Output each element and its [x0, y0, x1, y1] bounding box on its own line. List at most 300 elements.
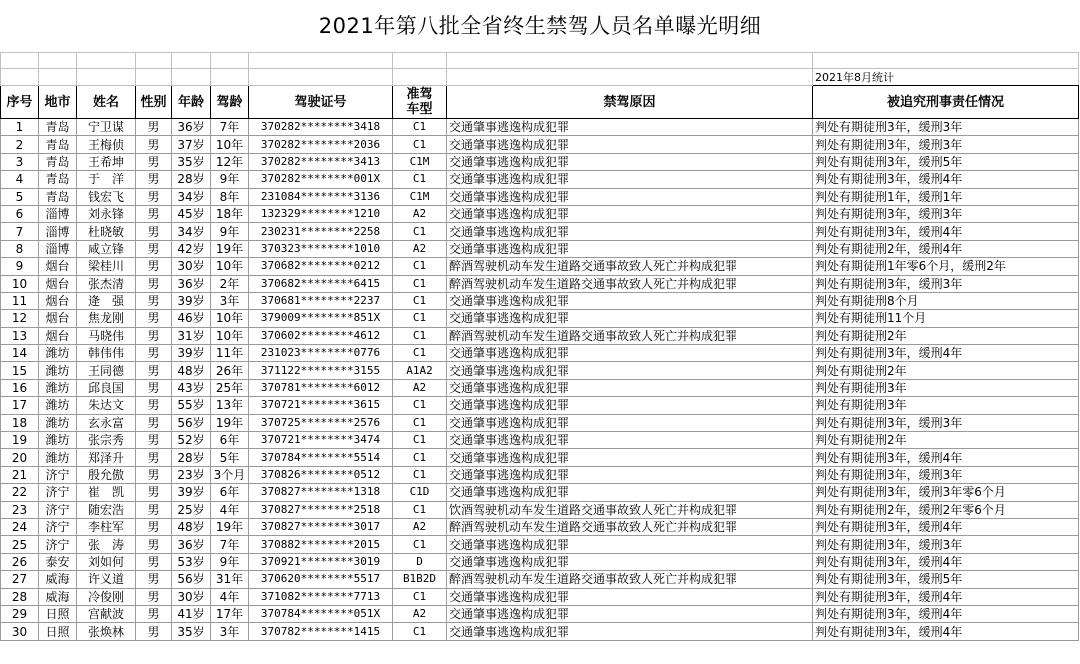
table-row [1, 397, 1079, 414]
cell-age: 28岁 [172, 449, 211, 466]
cell-license-number: 231084********3136 [249, 188, 393, 205]
cell-name: 随宏浩 [77, 501, 136, 518]
cell-driving-years: 7年 [211, 119, 249, 136]
table-row [1, 605, 1079, 622]
table-row [1, 310, 1079, 327]
table-row [1, 223, 1079, 240]
cell-license-number: 371082********7713 [249, 588, 393, 605]
table-row [1, 414, 1079, 431]
blank-row [1, 53, 1079, 69]
cell-driving-years: 3年 [211, 292, 249, 309]
cell-city: 青岛 [39, 119, 77, 136]
cell-index: 16 [1, 379, 39, 396]
cell-ban-reason: 交通肇事逃逸构成犯罪 [447, 205, 813, 222]
cell-name: 张杰清 [77, 275, 136, 292]
cell-license-class: A2 [393, 379, 447, 396]
cell-gender: 男 [136, 240, 172, 257]
cell-gender: 男 [136, 345, 172, 362]
cell-city: 烟台 [39, 292, 77, 309]
header-ban-reason: 禁驾原因 [447, 86, 813, 119]
cell-driving-years: 19年 [211, 240, 249, 257]
cell-driving-years: 9年 [211, 553, 249, 570]
cell-gender: 男 [136, 518, 172, 535]
cell-name: 马晓伟 [77, 327, 136, 344]
cell-license-class: C1D [393, 484, 447, 501]
cell-driving-years: 18年 [211, 205, 249, 222]
cell-city: 烟台 [39, 275, 77, 292]
cell-city: 潍坊 [39, 449, 77, 466]
cell-age: 36岁 [172, 536, 211, 553]
cell-ban-reason: 交通肇事逃逸构成犯罪 [447, 605, 813, 622]
cell-age: 48岁 [172, 362, 211, 379]
cell-license-number: 370827********2518 [249, 501, 393, 518]
cell-license-number: 231023********0776 [249, 345, 393, 362]
cell-name: 刘永锋 [77, 205, 136, 222]
cell-name: 崔 凯 [77, 484, 136, 501]
stat-note: 2021年8月统计 [813, 69, 1079, 86]
cell-driving-years: 19年 [211, 414, 249, 431]
cell-name: 李柱军 [77, 518, 136, 535]
cell-age: 55岁 [172, 397, 211, 414]
cell-gender: 男 [136, 275, 172, 292]
cell-index: 12 [1, 310, 39, 327]
cell-license-class: C1 [393, 258, 447, 275]
cell-license-number: 370826********0512 [249, 466, 393, 483]
cell-license-number: 230231********2258 [249, 223, 393, 240]
cell-license-class: A2 [393, 240, 447, 257]
cell-index: 28 [1, 588, 39, 605]
header-index: 序号 [1, 86, 39, 119]
cell-driving-years: 3年 [211, 623, 249, 640]
cell-index: 30 [1, 623, 39, 640]
cell-criminal-liability: 判处有期徒刑1年，缓刑1年 [813, 188, 1079, 205]
cell-name: 梁桂川 [77, 258, 136, 275]
cell-license-class: C1 [393, 501, 447, 518]
cell-name: 殷允傲 [77, 466, 136, 483]
cell-name: 焦龙刚 [77, 310, 136, 327]
cell-license-number: 370784********051X [249, 605, 393, 622]
cell-ban-reason: 交通肇事逃逸构成犯罪 [447, 119, 813, 136]
cell-age: 43岁 [172, 379, 211, 396]
cell-index: 26 [1, 553, 39, 570]
cell-city: 青岛 [39, 188, 77, 205]
cell-age: 48岁 [172, 518, 211, 535]
cell-index: 9 [1, 258, 39, 275]
cell-license-class: B1B2D [393, 571, 447, 588]
cell-license-class: A1A2 [393, 362, 447, 379]
cell-name: 逄 强 [77, 292, 136, 309]
cell-name: 宁卫谋 [77, 119, 136, 136]
cell-city: 潍坊 [39, 432, 77, 449]
cell-gender: 男 [136, 588, 172, 605]
cell-name: 郑泽升 [77, 449, 136, 466]
cell-criminal-liability: 判处有期徒刑3年 [813, 379, 1079, 396]
cell-gender: 男 [136, 188, 172, 205]
table-row [1, 240, 1079, 257]
cell-city: 潍坊 [39, 379, 77, 396]
cell-criminal-liability: 判处有期徒刑2年，缓刑2年零6个月 [813, 501, 1079, 518]
cell-age: 37岁 [172, 136, 211, 153]
cell-license-number: 370282********3413 [249, 153, 393, 170]
cell-gender: 男 [136, 397, 172, 414]
cell-license-class: C1M [393, 153, 447, 170]
cell-driving-years: 10年 [211, 258, 249, 275]
cell-ban-reason: 交通肇事逃逸构成犯罪 [447, 136, 813, 153]
cell-license-number: 370782********1415 [249, 623, 393, 640]
cell-gender: 男 [136, 553, 172, 570]
cell-criminal-liability: 判处有期徒刑3年，缓刑5年 [813, 153, 1079, 170]
cell-index: 24 [1, 518, 39, 535]
table-row [1, 553, 1079, 570]
cell-gender: 男 [136, 623, 172, 640]
table-row [1, 484, 1079, 501]
table-row [1, 136, 1079, 153]
cell-name: 朱达文 [77, 397, 136, 414]
cell-driving-years: 6年 [211, 484, 249, 501]
cell-ban-reason: 醉酒驾驶机动车发生道路交通事故致人死亡并构成犯罪 [447, 518, 813, 535]
cell-gender: 男 [136, 605, 172, 622]
cell-ban-reason: 交通肇事逃逸构成犯罪 [447, 310, 813, 327]
cell-criminal-liability: 判处有期徒刑3年，缓刑4年 [813, 171, 1079, 188]
cell-criminal-liability: 判处有期徒刑3年 [813, 397, 1079, 414]
cell-ban-reason: 交通肇事逃逸构成犯罪 [447, 362, 813, 379]
cell-ban-reason: 交通肇事逃逸构成犯罪 [447, 223, 813, 240]
cell-age: 56岁 [172, 414, 211, 431]
cell-license-number: 371122********3155 [249, 362, 393, 379]
cell-license-class: C1 [393, 275, 447, 292]
cell-ban-reason: 交通肇事逃逸构成犯罪 [447, 466, 813, 483]
cell-city: 烟台 [39, 327, 77, 344]
cell-license-number: 370721********3615 [249, 397, 393, 414]
cell-ban-reason: 交通肇事逃逸构成犯罪 [447, 553, 813, 570]
table-row [1, 518, 1079, 535]
table-row [1, 171, 1079, 188]
cell-gender: 男 [136, 136, 172, 153]
cell-index: 18 [1, 414, 39, 431]
cell-criminal-liability: 判处有期徒刑3年，缓刑4年 [813, 588, 1079, 605]
cell-gender: 男 [136, 449, 172, 466]
cell-license-number: 370882********2015 [249, 536, 393, 553]
cell-index: 2 [1, 136, 39, 153]
table-row [1, 362, 1079, 379]
cell-ban-reason: 醉酒驾驶机动车发生道路交通事故致人死亡并构成犯罪 [447, 258, 813, 275]
cell-ban-reason: 交通肇事逃逸构成犯罪 [447, 171, 813, 188]
cell-gender: 男 [136, 258, 172, 275]
cell-gender: 男 [136, 171, 172, 188]
cell-age: 42岁 [172, 240, 211, 257]
cell-driving-years: 4年 [211, 588, 249, 605]
cell-age: 34岁 [172, 223, 211, 240]
cell-name: 刘如何 [77, 553, 136, 570]
cell-license-class: C1 [393, 449, 447, 466]
cell-license-class: A2 [393, 605, 447, 622]
cell-driving-years: 6年 [211, 432, 249, 449]
cell-license-class: C1 [393, 292, 447, 309]
cell-age: 39岁 [172, 292, 211, 309]
cell-gender: 男 [136, 501, 172, 518]
table-row [1, 327, 1079, 344]
table-row [1, 449, 1079, 466]
cell-gender: 男 [136, 432, 172, 449]
cell-age: 56岁 [172, 571, 211, 588]
cell-name: 玄永富 [77, 414, 136, 431]
header-row [1, 86, 1079, 119]
cell-license-class: C1 [393, 171, 447, 188]
cell-gender: 男 [136, 362, 172, 379]
cell-driving-years: 17年 [211, 605, 249, 622]
stat-note-row [1, 69, 1079, 86]
cell-license-class: A2 [393, 518, 447, 535]
header-criminal-liability: 被追究刑事责任情况 [813, 86, 1079, 119]
table-row [1, 501, 1079, 518]
cell-ban-reason: 交通肇事逃逸构成犯罪 [447, 414, 813, 431]
cell-ban-reason: 交通肇事逃逸构成犯罪 [447, 188, 813, 205]
cell-license-class: C1 [393, 310, 447, 327]
cell-gender: 男 [136, 292, 172, 309]
cell-license-class: C1 [393, 136, 447, 153]
cell-gender: 男 [136, 153, 172, 170]
cell-name: 钱宏飞 [77, 188, 136, 205]
cell-age: 34岁 [172, 188, 211, 205]
cell-city: 青岛 [39, 153, 77, 170]
cell-age: 23岁 [172, 466, 211, 483]
cell-ban-reason: 交通肇事逃逸构成犯罪 [447, 432, 813, 449]
cell-name: 咸立锋 [77, 240, 136, 257]
cell-gender: 男 [136, 414, 172, 431]
cell-city: 淄博 [39, 205, 77, 222]
table-row [1, 188, 1079, 205]
ban-list-table [0, 52, 1079, 641]
cell-ban-reason: 醉酒驾驶机动车发生道路交通事故致人死亡并构成犯罪 [447, 327, 813, 344]
cell-license-class: C1 [393, 588, 447, 605]
cell-ban-reason: 交通肇事逃逸构成犯罪 [447, 536, 813, 553]
cell-city: 烟台 [39, 310, 77, 327]
table-row [1, 258, 1079, 275]
cell-city: 日照 [39, 623, 77, 640]
cell-license-number: 370282********2036 [249, 136, 393, 153]
cell-gender: 男 [136, 310, 172, 327]
cell-driving-years: 12年 [211, 153, 249, 170]
header-age: 年龄 [172, 86, 211, 119]
cell-age: 36岁 [172, 275, 211, 292]
cell-driving-years: 10年 [211, 136, 249, 153]
table-row [1, 536, 1079, 553]
cell-city: 济宁 [39, 536, 77, 553]
cell-name: 于 洋 [77, 171, 136, 188]
cell-license-class: C1 [393, 623, 447, 640]
cell-license-class: C1M [393, 188, 447, 205]
cell-age: 28岁 [172, 171, 211, 188]
cell-driving-years: 11年 [211, 345, 249, 362]
cell-city: 淄博 [39, 223, 77, 240]
cell-criminal-liability: 判处有期徒刑8个月 [813, 292, 1079, 309]
cell-age: 35岁 [172, 153, 211, 170]
cell-name: 冷俊刚 [77, 588, 136, 605]
cell-ban-reason: 交通肇事逃逸构成犯罪 [447, 449, 813, 466]
cell-criminal-liability: 判处有期徒刑11个月 [813, 310, 1079, 327]
cell-driving-years: 3个月 [211, 466, 249, 483]
cell-age: 30岁 [172, 588, 211, 605]
cell-license-class: C1 [393, 414, 447, 431]
cell-criminal-liability: 判处有期徒刑3年，缓刑4年 [813, 518, 1079, 535]
cell-city: 青岛 [39, 171, 77, 188]
cell-license-number: 370827********1318 [249, 484, 393, 501]
cell-age: 35岁 [172, 623, 211, 640]
cell-criminal-liability: 判处有期徒刑3年，缓刑4年 [813, 223, 1079, 240]
table-row [1, 119, 1079, 136]
cell-criminal-liability: 判处有期徒刑3年，缓刑3年 [813, 536, 1079, 553]
cell-criminal-liability: 判处有期徒刑1年零6个月，缓刑2年 [813, 258, 1079, 275]
cell-gender: 男 [136, 484, 172, 501]
cell-gender: 男 [136, 536, 172, 553]
cell-ban-reason: 交通肇事逃逸构成犯罪 [447, 379, 813, 396]
cell-ban-reason: 交通肇事逃逸构成犯罪 [447, 240, 813, 257]
cell-name: 张宗秀 [77, 432, 136, 449]
cell-ban-reason: 交通肇事逃逸构成犯罪 [447, 397, 813, 414]
cell-criminal-liability: 判处有期徒刑3年，缓刑3年 [813, 136, 1079, 153]
cell-criminal-liability: 判处有期徒刑3年，缓刑4年 [813, 345, 1079, 362]
cell-driving-years: 4年 [211, 501, 249, 518]
cell-city: 威海 [39, 571, 77, 588]
cell-city: 烟台 [39, 258, 77, 275]
cell-age: 53岁 [172, 553, 211, 570]
cell-license-number: 370323********1010 [249, 240, 393, 257]
cell-index: 6 [1, 205, 39, 222]
cell-age: 45岁 [172, 205, 211, 222]
cell-criminal-liability: 判处有期徒刑2年 [813, 432, 1079, 449]
cell-name: 邱良国 [77, 379, 136, 396]
cell-license-class: D [393, 553, 447, 570]
cell-license-number: 370282********3418 [249, 119, 393, 136]
cell-license-number: 370682********0212 [249, 258, 393, 275]
cell-criminal-liability: 判处有期徒刑2年 [813, 362, 1079, 379]
cell-ban-reason: 醉酒驾驶机动车发生道路交通事故致人死亡并构成犯罪 [447, 571, 813, 588]
header-gender: 性别 [136, 86, 172, 119]
cell-license-class: C1 [393, 327, 447, 344]
cell-index: 10 [1, 275, 39, 292]
cell-age: 52岁 [172, 432, 211, 449]
cell-city: 威海 [39, 588, 77, 605]
cell-ban-reason: 交通肇事逃逸构成犯罪 [447, 588, 813, 605]
cell-criminal-liability: 判处有期徒刑2年，缓刑4年 [813, 240, 1079, 257]
cell-license-class: A2 [393, 205, 447, 222]
cell-license-number: 370921********3019 [249, 553, 393, 570]
cell-gender: 男 [136, 119, 172, 136]
cell-license-class: C1 [393, 466, 447, 483]
cell-index: 27 [1, 571, 39, 588]
table-row [1, 205, 1079, 222]
cell-name: 王希坤 [77, 153, 136, 170]
cell-criminal-liability: 判处有期徒刑3年，缓刑4年 [813, 449, 1079, 466]
cell-index: 25 [1, 536, 39, 553]
cell-driving-years: 8年 [211, 188, 249, 205]
cell-driving-years: 26年 [211, 362, 249, 379]
cell-age: 25岁 [172, 501, 211, 518]
cell-criminal-liability: 判处有期徒刑3年，缓刑4年 [813, 623, 1079, 640]
cell-city: 泰安 [39, 553, 77, 570]
cell-license-number: 370682********6415 [249, 275, 393, 292]
cell-index: 29 [1, 605, 39, 622]
cell-ban-reason: 交通肇事逃逸构成犯罪 [447, 623, 813, 640]
cell-gender: 男 [136, 223, 172, 240]
cell-license-number: 370784********5514 [249, 449, 393, 466]
cell-index: 7 [1, 223, 39, 240]
cell-gender: 男 [136, 571, 172, 588]
cell-criminal-liability: 判处有期徒刑3年，缓刑3年零6个月 [813, 484, 1079, 501]
header-name: 姓名 [77, 86, 136, 119]
table-row [1, 345, 1079, 362]
table-row [1, 466, 1079, 483]
cell-license-number: 370721********3474 [249, 432, 393, 449]
cell-city: 济宁 [39, 518, 77, 535]
cell-driving-years: 10年 [211, 327, 249, 344]
cell-age: 46岁 [172, 310, 211, 327]
cell-criminal-liability: 判处有期徒刑3年，缓刑4年 [813, 605, 1079, 622]
cell-gender: 男 [136, 327, 172, 344]
cell-ban-reason: 交通肇事逃逸构成犯罪 [447, 292, 813, 309]
cell-gender: 男 [136, 466, 172, 483]
cell-driving-years: 7年 [211, 536, 249, 553]
cell-gender: 男 [136, 205, 172, 222]
cell-index: 8 [1, 240, 39, 257]
cell-license-class: C1 [393, 432, 447, 449]
cell-license-class: C1 [393, 119, 447, 136]
cell-index: 4 [1, 171, 39, 188]
cell-criminal-liability: 判处有期徒刑3年，缓刑3年 [813, 414, 1079, 431]
cell-driving-years: 31年 [211, 571, 249, 588]
cell-license-class: C1 [393, 536, 447, 553]
cell-license-number: 370620********5517 [249, 571, 393, 588]
table-row [1, 292, 1079, 309]
cell-license-number: 370827********3017 [249, 518, 393, 535]
cell-city: 济宁 [39, 501, 77, 518]
cell-gender: 男 [136, 379, 172, 396]
cell-city: 淄博 [39, 240, 77, 257]
cell-name: 王梅侦 [77, 136, 136, 153]
header-driving-years: 驾龄 [211, 86, 249, 119]
table-row [1, 275, 1079, 292]
cell-name: 张 涛 [77, 536, 136, 553]
cell-criminal-liability: 判处有期徒刑2年 [813, 327, 1079, 344]
cell-city: 潍坊 [39, 345, 77, 362]
cell-index: 15 [1, 362, 39, 379]
cell-age: 39岁 [172, 484, 211, 501]
cell-license-number: 132329********1210 [249, 205, 393, 222]
cell-license-number: 370681********2237 [249, 292, 393, 309]
document-title: 2021年第八批全省终生禁驾人员名单曝光明细 [318, 14, 762, 38]
cell-driving-years: 10年 [211, 310, 249, 327]
cell-index: 14 [1, 345, 39, 362]
cell-index: 21 [1, 466, 39, 483]
cell-license-class: C1 [393, 397, 447, 414]
cell-index: 13 [1, 327, 39, 344]
cell-license-number: 370781********6012 [249, 379, 393, 396]
cell-city: 青岛 [39, 136, 77, 153]
table-row [1, 432, 1079, 449]
cell-license-class: C1 [393, 223, 447, 240]
cell-index: 11 [1, 292, 39, 309]
header-license-number: 驾驶证号 [249, 86, 393, 119]
cell-name: 杜晓敏 [77, 223, 136, 240]
cell-driving-years: 25年 [211, 379, 249, 396]
cell-name: 王同德 [77, 362, 136, 379]
cell-ban-reason: 饮酒驾驶机动车发生道路交通事故致人死亡并构成犯罪 [447, 501, 813, 518]
cell-driving-years: 5年 [211, 449, 249, 466]
table-row [1, 153, 1079, 170]
cell-city: 潍坊 [39, 397, 77, 414]
cell-ban-reason: 交通肇事逃逸构成犯罪 [447, 345, 813, 362]
cell-driving-years: 19年 [211, 518, 249, 535]
